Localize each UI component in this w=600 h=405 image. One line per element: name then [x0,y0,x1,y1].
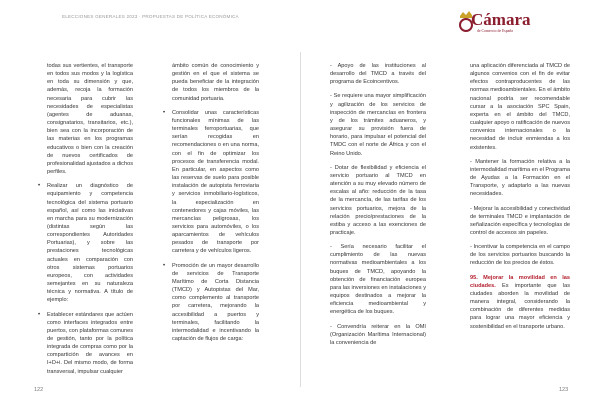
dash-item: - Incentivar la competencia en el campo de los servicios portuarios buscando la reducción de los precios de éstos. [470,244,570,267]
column-4 [470,62,570,337]
bullet-item: • Realizar un diagnóstico de equipamiento y competencia tecnológica del sistema portuario español, así como las iniciativas en marcha para su modernización (distintas según las correspondientes Autoridades Portuarias), y sobre las prestaciones tecnológicas actuales en comparación con otros sistemas portuarios europeos, con actividades semejantes en su naturaleza técnica y normativa. A título de ejemplo: [38,182,133,304]
paragraph: ámbito común de conocimiento y gestión en el que el sistema se pueda beneficiar de la integración de todos los miembros de la comunidad portuaria. [172,63,259,102]
proposal-95-heading: 95. Mejorar la movilidad en las ciudades. [470,274,570,289]
bullet-item: • Establecer estándares que actúen como interfaces integrados entre puertos, con plataformas comunes de gestión, tanto por la política integrada de compras como por la compartición de avances en I+D+i. Del mismo modo, de forma transversal, impulsar cualquier [38,311,133,376]
column-1 [38,62,133,382]
page-number-right: 123 [559,387,569,393]
dash-item: - Convendría reiterar en la OMI (Organización Marítima Internacional) la conveniencia de [330,323,426,346]
running-header: ELECCIONES GENERALES 2023 · PROPUESTAS DE POLÍTICA ECONÓMICA [62,14,239,19]
dash-item: - Sería necesario facilitar el cumplimiento de las nuevas normativas medioambientales a los buques de TMCD, apoyando la obtención de financiación europea para las inversiones en instalaciones y equipos destinados a mejorar la eficiencia medioambiental y energética de los buques. [330,244,426,316]
logo-subtitle: de Comercio de España [477,29,513,33]
camara-logo [457,10,537,36]
dash-item: - Mejorar la accesibilidad y conectividad de terminales TMCD e implantación de señalización específica y tecnologías de control de accesos sin papeles. [470,205,570,236]
paragraph: una aplicación diferenciada al TMCD de algunos convenios con el fin de evitar efectos contraproducentes de las normas medioambientales. En el ámbito nacional podría ser recomendable cursar a la asociación SPC Spain, experta en el ámbito del TMCD, cualquier apoyo o ratificación de nuevos convenios internacionales o la necesidad de incluir enmiendas a los existentes. [470,63,570,151]
dash-item: - Se requiere una mayor simplificación y agilización de los servicios de inspección de mercancías en frontera y de los trámites aduaneros, y asegurar su provisión fuera de horario, para impulsar el potencial del TMDC con el norte de África y con el Reino Unido. [330,93,426,157]
paragraph: todas sus vertientes, el transporte en todos sus modos y la logística en toda su dimensión y que, además, recoja la formación necesaria para cubrir las necesidades de especialistas (agentes de aduanas, consignatarios, transitarios, etc.), bien sea con la incorporación de las materias en los programas educativos o bien con la creación de nuevos certificados de profesionalidad ajustados a dichos perfiles. [47,63,133,176]
proposal-95-text: Es importante que las ciudades aborden la movilidad de manera integral, considerando la combinación de diferentes medidas para lograr una mayor eficiencia y sostenibilidad en el transporte urbano. [470,282,570,330]
dash-item: - Dotar de flexibilidad y eficiencia el servicio portuario al TMCD en atención a su muy elevado número de escalas al año: reducción de la tasa de la mercancía, de las tarifas de los servicios portuarios, mejora de la relación precio/prestaciones de la estiba y acceso a las exenciones de practicaje. [330,164,426,236]
dash-item: - Mantener la formación relativa a la intermodalidad marítima en el Programa de Ayudas a la Formación en el Transporte, y adaptarlo a las nuevas necesidades. [470,158,570,198]
dash-item: - Apoyo de las instituciones al desarrollo del TMCD a través del programa de Ecoincentivos. [330,63,426,86]
column-3 [330,62,426,353]
column-2 [163,62,259,349]
logo-word: Cámara [471,10,531,29]
page-number-left: 122 [34,387,44,393]
proposal-95 [470,274,570,331]
bullet-item: • Promoción de un mayor desarrollo de servicios de Transporte Marítimo de Corta Distancia (TMCD) y Autopistas del Mar, como complemento al transporte por carretera, mejorando la accesibilidad a puertos y terminales, facilitando la intermodalidad e incentivando la captación de flujos de carga: [163,262,259,344]
page-gutter-divider [300,52,301,387]
bullet-item: • Consolidar unas características funcionales mínimas de las terminales ferroportuarias, que serían recogidas en recomendaciones o en una norma, con el fin de optimizar los procesos de transferencia modal. En particular, en aspectos como las reservas de suelo para posible instalación de autopista ferroviaria y servicios inmobiliario-logísticos, la especialización en contenedores y cajas móviles, las mercancías peligrosas, los servicios para automóviles, o los aparcamientos de vehículos pesados de transporte por carretera y de vehículos ligeros. [163,109,259,256]
